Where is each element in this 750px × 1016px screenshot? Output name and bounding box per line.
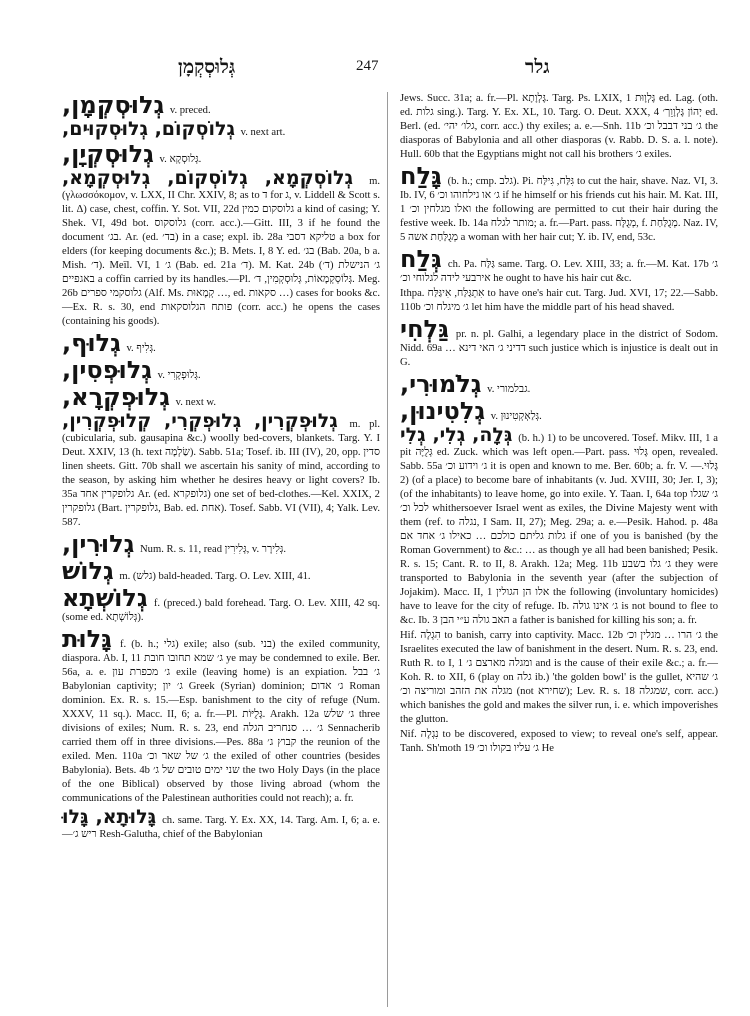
entry-definition: v. next w. — [172, 397, 217, 408]
dictionary-entry — [400, 371, 718, 397]
entry-definition: v. next art. — [237, 127, 286, 138]
entry-headword: גְּלַח — [400, 245, 442, 273]
dictionary-entry — [62, 531, 380, 557]
entry-headword: גָּלוּת — [62, 625, 112, 653]
entry-definition: m. pl. (cubicularia, sub. gausapina &c.) woolly bed-covers, blankets. Targ. Y. I Deut. XXIV, 13 (h. text שַׂלְמָה). Sabb. 51a; Tosef. ib. III (IV), 20, opp. סדין linen sheets. Gitt. 70b shall we ascertain his sanity of mind, according to the season, by asking him whether he desires heavy or light covers? Ib. 35a גלופקרין אחד Ar. (ed. גלופקרא) one set of bed-clothes.—Kel. XXIX, 2 גלופקרין (Bart. גלופקרין, Bab. ed. אחת). Tosef. Sabb. VI (VII), 4; Yalk. Lev. 587. — [62, 419, 380, 528]
column-divider — [387, 92, 388, 1007]
entry-definition: Nif. נִגְלָה to be discovered, exposed to view; to reveal one's self, appear. Tanh. Sh'moth 19 ג׳ עליו בקולו וכ׳ He — [400, 729, 719, 754]
entry-headword: גְּלָה, גְלִי, גְלִי — [400, 424, 513, 446]
entry-headword: גְלוּרִין, — [62, 530, 135, 558]
entry-headword: גְלֹמוּרִי, — [400, 370, 482, 398]
entry-headword: גְלוּסְקְיָן, — [62, 140, 154, 168]
entry-headword: גְלוּפְסִין, — [62, 356, 152, 384]
entry-headword: גְלוֹשְׁתָא — [62, 584, 148, 612]
dictionary-entry — [62, 330, 380, 356]
dictionary-entry — [400, 728, 718, 756]
dictionary-entry — [400, 246, 718, 286]
entry-definition: (b. h.; cmp. גלב). Pi. גִּלַּח, גִּילַּח to cut the hair, shave. Naz. VI, 3. Ib. IV, 6 ג׳ או גילחוהו וכ׳ if he himself or his friends cut his hair. M. Kat. III, 1 ואלו מגלחין וכ׳ the following are permitted to cut their hair during the festive week. Ib. 14a מותר לגלח; a. fr.—Part. pass. מְגֻלָּח, f. מְגֻלַּחַת. Naz. IV, 5 מְגֻלַּחַת אשה a woman with her hair cut; Y. ib. IV, end, 53c. — [400, 176, 719, 243]
entry-headword: גָּלַח — [400, 162, 442, 190]
dictionary-entry — [62, 92, 380, 118]
page-number: 247 — [356, 58, 379, 74]
dictionary-entry — [62, 626, 380, 806]
dictionary-entry — [400, 398, 718, 424]
entry-definition: ch. same. Targ. Y. Ex. XX, 14. Targ. Am. I, 6; a. e.—ריש ג׳ Resh-Galutha, chief of the Babylonian — [62, 815, 380, 840]
entry-definition: (b. h.) 1) to be uncovered. Tosef. Mikv. III, 1 a pit גְּלֻיָּה ed. Zuck. which was left open.—Part. pass. גָּלוּי open, revealed. Sabb. 55a ג׳ וידוע וכ׳ it is open and known to me. Ber. 60b; a. fr. V. גָּלוּי.—2) (of a place) to become bare of inhabitants (v. Jud. XVIII, 30; Jer. I, 3); (of the inhabitants) to leave home, go into exile. Y. Taan. I, 64a top ג׳ שגלו לכל וכ׳ whithersoever Israel went as exiles, the Divine Majesty went with them (ref. to נגלה, I Sam. II, 27); Meg. 29a; a. e.—Pesik. Hahod. p. 48a גלות גליתם כולכם … כאילו ג׳ אחד אם if one of you is banished (by the Roman Government) to &c.: … as though ye all had been banished; Pesik. R. s. 15; Cant. R. to II, 8. Arakh. 12a; Meg. 11b ג׳ גלו בשבע they were transported to Babylonia in the seventh year (after the subjection of Jojakim). Macc. II, 1 אלו הן הגולין the following (involuntary homicides) have to leave for the city of refuge. Ib. ג׳ אינו גולה is not bound to flee to &c. Ib. 3 האב גולה ע״י הבן a father is banished for killing his son; a. fr. — [400, 433, 718, 626]
entry-definition: pr. n. pl. Galhi, a legendary place in the district of Sodom. Nidd. 69a … דדיני ג׳ האי דינא such justice which is injustice is dealt out in G. — [400, 329, 718, 368]
dictionary-entry — [400, 92, 718, 162]
dictionary-entry — [62, 119, 380, 140]
entry-headword: גְלוּפְקְרִין, גְלוּפְקְרִי, קְלוּפְקְרִין, — [62, 410, 338, 432]
dictionary-entry — [62, 558, 380, 584]
dictionary-entry — [400, 425, 718, 628]
entry-definition: f. (preced.) bald forehead. Targ. O. Lev. XIII, 42 sq. (some ed. גְּלוֹשְׁתָא). — [62, 598, 380, 623]
entry-definition: v. גְּלוּסְקָא. — [156, 154, 202, 165]
dictionary-entry — [62, 141, 380, 167]
dictionary-entry — [62, 168, 380, 329]
entry-definition: Ithpa. אִתְגַּלַּח, אִיגַּלַּח to have one's hair cut. Targ. Jud. XVI, 17; 22.—Sabb. 110b ג׳ מיגלח וכ׳ let him have the middle part of his head shaved. — [400, 288, 718, 313]
dictionary-entry — [62, 384, 380, 410]
entry-headword: גְלוֹשׁ — [62, 557, 114, 585]
entry-headword: גַּלְחִי — [400, 315, 449, 343]
dictionary-entry — [400, 287, 718, 315]
entry-definition: v. גְּלוּפְקָרִי. — [155, 370, 201, 381]
entry-definition: v. גְּלִיף. — [123, 343, 156, 354]
entry-headword: גְלוּפְקְרָא, — [62, 383, 170, 411]
entry-definition: v. גבלמורי. — [484, 384, 531, 395]
entry-headword: גְלִטִינוּן, — [400, 397, 486, 425]
entry-definition: ch. Pa. גַּלַּח same. Targ. O. Lev. XIII, 33; a. fr.—M. Kat. 17b ג׳ אירבעי לידה לגלוחי וכ׳ he ought to have his hair cut &c. — [400, 259, 718, 284]
left-column — [62, 92, 380, 843]
dictionary-entry — [62, 411, 380, 530]
entry-headword: גְלוֹסְקְמָא, גְלוֹסְקוֹם, גְלוּסְקְמָא, — [62, 167, 353, 189]
running-head-left: גְּלוּסְקְמָן — [178, 56, 236, 78]
dictionary-entry — [62, 357, 380, 383]
entry-definition: f. (b. h.; גלי) exile; also (sub. בני) the exiled community, diaspora. Ab. I, 11 ג׳ שמא תחובו חובת ye may be condemned to exile. Ber. 56a, a. e. ג׳ מכפרת עון exile (leaving home) is an expiation. ג׳ בבל Babylonian captivity; ג׳ יון Greek (Syrian) dominion; ג׳ אדום Roman dominion. Ex. R. s. 15.—Esp. banishment to the city of refuge (Num. XXXV, 11 sq.). Macc. II, 6; a. fr.—Pl. גָּלֻיּוֹת. Arakh. 12a ג׳ שלש three divisions of exiles; Num. R. s. 23, end ג׳ … סנחריב הגלה Sennacherib carried them off in three divisions.—Pes. 88a קבוץ ג׳ the reunion of the exiled. Men. 110a ג׳ של שאר וכ׳ the exiled of other countries (besides Babylonia). Bets. 4b שני ימים טובים של ג׳ the two Holy Days (in the place of the one Biblical) observed by those living abroad (whom the communications of the Palestinean authorities could not reach); a. fr. — [62, 639, 381, 804]
dictionary-entry — [62, 585, 380, 625]
entry-headword: גָּלוּתָא, גָּלוּ — [62, 806, 157, 828]
dictionary-entry — [62, 807, 380, 842]
entry-definition: v. גְּלַאְקְטִינוּן. — [488, 411, 542, 422]
running-head-right: גלר — [525, 56, 550, 78]
entry-headword: גְלוּסְקְמָן, — [62, 91, 165, 119]
entry-definition: m. (גלש) bald-headed. Targ. O. Lev. XIII, 41. — [116, 571, 311, 582]
entry-definition: Jews. Succ. 31a; a. fr.—Pl. גָּלְוָתָא. Targ. Ps. LXIX, 1 גָּלְוָוּת ed. Lag. (oth. ed. גלות sing.). Targ. Y. Ex. XL, 10. Targ. O. Deut. XXX, 4 יְהוֹן גָּלְוָוֵך׳ ed. Berl. (ed. גלו׳ יהי׳, corr. acc.) thy exiles; a. e.—Snh. 11b ג׳ בני דבבל וכ׳ the diasporas of Babylonia and all other diasporas (v. Rabb. D. S. a. l. note). Hull. 60b that the Egyptians might not call his brothers ג׳ exiles. — [400, 93, 718, 160]
dictionary-entry — [400, 629, 718, 727]
entry-headword: גְלוֹסְקוֹם, גְלוּסְקוּים, — [62, 118, 235, 140]
entry-definition: v. preced. — [167, 105, 211, 116]
right-column — [400, 92, 718, 757]
entry-headword: גְלוּף, — [62, 329, 121, 357]
entry-definition: m. (γλωσσόκομον, v. LXX, II Chr. XXIV, 8; as to ד for ג, v. Liddell & Scott s. lit. Δ) case, chest, coffin. Y. Sot. VII, 22d גלוסקום כמין a kind of casing; Y. Shek. VI, 49d bot. גלוסקוס (corr. acc.).—Gitt. III, 3 if he found the document בג׳. Ar. (ed. בד׳) in a case; expl. ib. 28a טליקא דסבי a box for elders (for keeping documents &c.); B. Mets. I, 8 Y. ed. בג׳ (Bab. 20a, b a. Mish. ד׳). Meïl. VI, 1 ג׳ (Bab. ed. 21a ד׳). M. Kat. 24b (ד׳) ג׳ הנישלת באגפיים a coffin carried by its handles.—Pl. גְּלוֹסְקְמָאוֹת, גְּלוּסְקְמִין, ד׳. Meg. 26b גלוסקמי ספרים (Alf. Ms. קְמָאוּת …, ed. סקאות …) cases for books &c.—Ex. R. s. 30, end פותח הגלוסקאות (corr. acc.) he opens the cases (containing his goods). — [62, 176, 381, 327]
dictionary-entry — [400, 316, 718, 370]
entry-definition: Hif. הִגְלָה to banish, carry into captivity. Macc. 12b ג׳ הרו … מגלין וכ׳ the Israelites executed the law of banishment in the desert. Num. R. s. 23, end. Ruth R. to I, 1 ומגלה מארצם ג׳ and is the cause of their exile &c.; a. fr.—Koh. R. to XII, 6 (play on גלה ib.) 'the golden bowl' is the gullet, ג׳ שהיא מגלה את הזהב ומוריצה וכ׳ (not שחירא); Lev. R. s. 18 שמגלה, corr. acc.) which banishes the gold and makes the silver run, i. e. which impoverishes the glutton. — [400, 630, 718, 725]
entry-definition: Num. R. s. 11, read גְּלִירִין, v. גְּלִירָר. — [137, 544, 287, 555]
dictionary-entry — [400, 163, 718, 245]
